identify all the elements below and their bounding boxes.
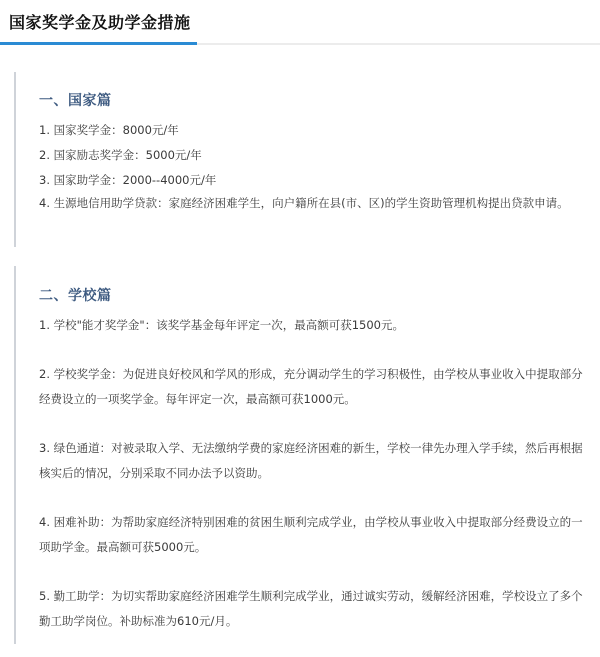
list-item: 1. 学校"能才奖学金"：该奖学基金每年评定一次，最高额可获1500元。	[39, 318, 404, 332]
list-item: 2. 国家励志奖学金：5000元/年	[39, 148, 202, 162]
section-heading-school: 二、学校篇	[39, 288, 112, 304]
list-item: 5. 勤工助学：为切实帮助家庭经济困难学生顺利完成学业，通过诚实劳动，缓解经济困难，学校设立了多个勤工助学岗位。补助标准为610元/月。	[39, 589, 583, 628]
list-item: 3. 国家助学金：2000--4000元/年	[39, 173, 217, 187]
section-heading-national: 一、国家篇	[39, 93, 112, 109]
title-accent-bar	[0, 42, 197, 45]
list-item: 2. 学校奖学金：为促进良好校风和学风的形成，充分调动学生的学习积极性，由学校从事业收入中提取部分经费设立的一项奖学金。每年评定一次，最高额可获1000元。	[39, 367, 583, 406]
list-item: 3. 绿色通道：对被录取入学、无法缴纳学费的家庭经济困难的新生，学校一律先办理入学手续，然后再根据核实后的情况，分别采取不同办法予以资助。	[39, 441, 583, 480]
list-item: 4. 困难补助：为帮助家庭经济特别困难的贫困生顺利完成学业，由学校从事业收入中提取部分经费设立的一项助学金。最高额可获5000元。	[39, 515, 583, 554]
list-item: 4. 生源地信用助学贷款：家庭经济困难学生，向户籍所在县(市、区)的学生资助管理机构提出贷款申请。	[39, 196, 569, 210]
page-title: 国家奖学金及助学金措施	[9, 13, 191, 32]
section-school	[14, 266, 594, 644]
section-national	[14, 72, 594, 247]
list-item: 1. 国家奖学金：8000元/年	[39, 123, 179, 137]
